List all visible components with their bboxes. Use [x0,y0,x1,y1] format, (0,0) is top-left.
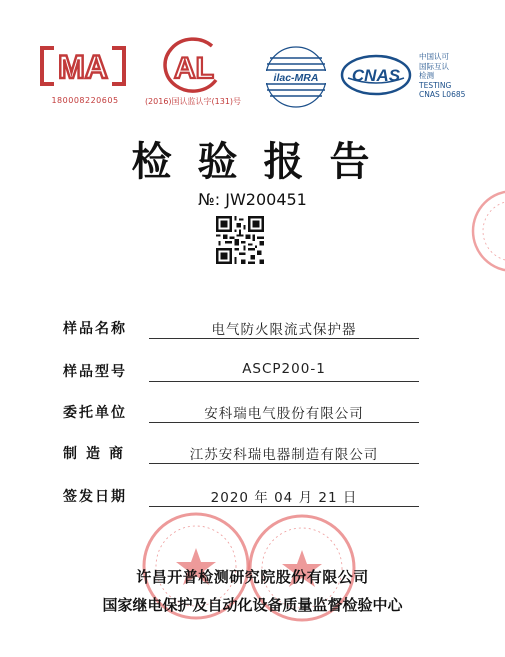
cal-caption: (2016)国认监认字(131)号 [144,97,242,106]
ilac-text: ilac-MRA [273,72,319,84]
field-sample-model [63,361,423,383]
field-sample-name [63,318,423,340]
cnas-line: 国际互认 [419,61,449,71]
field-value: 电气防火限流式保护器 [211,322,357,338]
field-underline [149,338,419,339]
field-label: 签发日期 [63,489,127,505]
cnas-description [419,52,489,100]
field-value: ASCP200-1 [242,361,326,377]
red-seal-stamp-icon [468,186,505,276]
field-issue-date [63,486,423,508]
field-manufacturer [63,443,423,465]
cal-logo-icon [160,36,226,94]
cal-letters: AL [174,52,214,85]
cnas-line: CNAS L0685 [419,90,466,99]
field-label: 委托单位 [63,405,127,421]
field-label: 样品名称 [63,321,127,337]
field-underline [149,381,419,382]
ilac-mra-logo-icon [254,44,338,110]
cnas-line: 检测 [419,71,434,80]
cnas-line: TESTING [419,80,452,90]
cma-logo-icon [40,44,126,88]
cnas-letters: CNAS [351,66,401,85]
field-underline [149,463,419,464]
field-value: 江苏安科瑞电器制造有限公司 [189,447,379,463]
issuing-organization: 国家继电保护及自动化设备质量监督检验中心 [102,596,403,614]
qr-code-icon [216,216,264,264]
field-label: 制造商 [63,446,132,462]
issuing-organization: 许昌开普检测研究院股份有限公司 [136,568,369,586]
field-value: 安科瑞电气股份有限公司 [204,406,364,422]
field-underline [149,422,419,423]
cnas-logo-icon [340,54,412,96]
report-number: №: JW200451 [198,190,307,209]
field-value: 2020 年 04 月 21 日 [210,490,358,506]
field-client [63,402,423,424]
cma-letters: MA [58,49,108,85]
report-title: 检验报告 [131,138,396,185]
field-label: 样品型号 [63,364,127,380]
cnas-line: 中国认可 [419,52,449,61]
cma-number: 180008220605 [51,96,119,105]
field-underline [149,506,419,507]
